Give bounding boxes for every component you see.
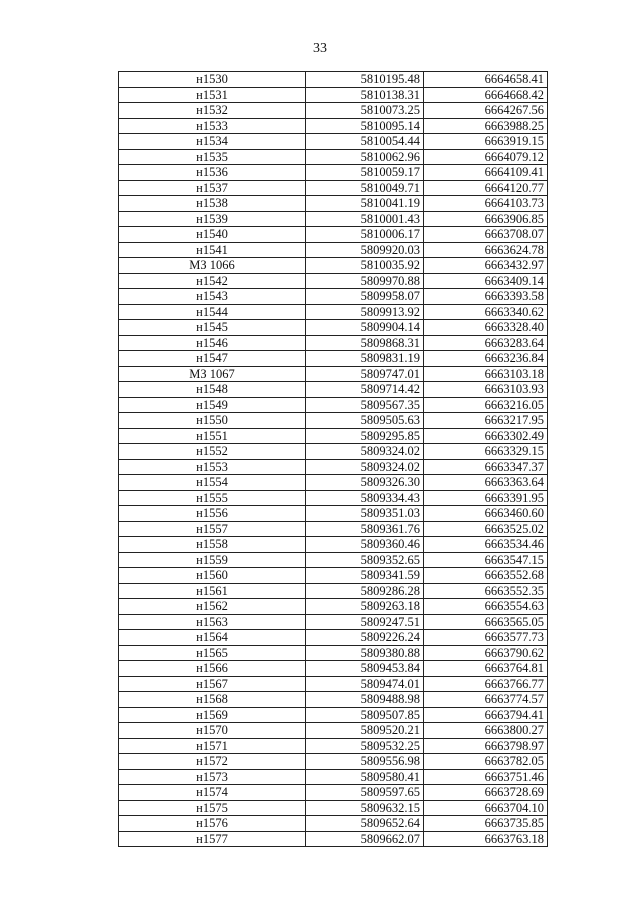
y-coordinate-cell: 6664103.73: [424, 196, 548, 212]
point-name-cell: н1530: [119, 72, 306, 88]
x-coordinate-cell: 5809913.92: [306, 304, 424, 320]
table-row: [119, 351, 548, 367]
y-coordinate-cell: 6663216.05: [424, 397, 548, 413]
table-row: [119, 366, 548, 382]
table-row: [119, 552, 548, 568]
point-name-cell: МЗ 1066: [119, 258, 306, 274]
x-coordinate-cell: 5809920.03: [306, 242, 424, 258]
point-name-cell: н1554: [119, 475, 306, 491]
point-name-cell: н1552: [119, 444, 306, 460]
page-number: 33: [313, 41, 327, 56]
y-coordinate-cell: 6663409.14: [424, 273, 548, 289]
point-name-cell: н1545: [119, 320, 306, 336]
x-coordinate-cell: 5809488.98: [306, 692, 424, 708]
table-row: [119, 289, 548, 305]
x-coordinate-cell: 5809341.59: [306, 568, 424, 584]
point-name-cell: н1531: [119, 87, 306, 103]
x-coordinate-cell: 5809360.46: [306, 537, 424, 553]
x-coordinate-cell: 5809352.65: [306, 552, 424, 568]
point-name-cell: н1575: [119, 800, 306, 816]
point-name-cell: н1532: [119, 103, 306, 119]
table-row: [119, 583, 548, 599]
x-coordinate-cell: 5809652.64: [306, 816, 424, 832]
point-name-cell: н1538: [119, 196, 306, 212]
table-row: [119, 258, 548, 274]
table-row: [119, 211, 548, 227]
x-coordinate-cell: 5809831.19: [306, 351, 424, 367]
x-coordinate-cell: 5809351.03: [306, 506, 424, 522]
point-name-cell: н1548: [119, 382, 306, 398]
x-coordinate-cell: 5809326.30: [306, 475, 424, 491]
point-name-cell: н1551: [119, 428, 306, 444]
point-name-cell: н1533: [119, 118, 306, 134]
table-row: [119, 428, 548, 444]
table-row: [119, 754, 548, 770]
y-coordinate-cell: 6663764.81: [424, 661, 548, 677]
point-name-cell: н1537: [119, 180, 306, 196]
y-coordinate-cell: 6663798.97: [424, 738, 548, 754]
y-coordinate-cell: 6663460.60: [424, 506, 548, 522]
point-name-cell: н1577: [119, 831, 306, 847]
table-row: [119, 320, 548, 336]
point-name-cell: н1559: [119, 552, 306, 568]
table-row: [119, 72, 548, 88]
x-coordinate-cell: 5809958.07: [306, 289, 424, 305]
table-row: [119, 676, 548, 692]
x-coordinate-cell: 5810062.96: [306, 149, 424, 165]
table-row: [119, 506, 548, 522]
y-coordinate-cell: 6663328.40: [424, 320, 548, 336]
y-coordinate-cell: 6663766.77: [424, 676, 548, 692]
x-coordinate-cell: 5809226.24: [306, 630, 424, 646]
x-coordinate-cell: 5809714.42: [306, 382, 424, 398]
point-name-cell: н1562: [119, 599, 306, 615]
y-coordinate-cell: 6663774.57: [424, 692, 548, 708]
y-coordinate-cell: 6663217.95: [424, 413, 548, 429]
point-name-cell: н1572: [119, 754, 306, 770]
y-coordinate-cell: 6663906.85: [424, 211, 548, 227]
point-name-cell: н1534: [119, 134, 306, 150]
y-coordinate-cell: 6663624.78: [424, 242, 548, 258]
table-row: [119, 769, 548, 785]
point-name-cell: н1550: [119, 413, 306, 429]
y-coordinate-cell: 6663794.41: [424, 707, 548, 723]
point-name-cell: н1573: [119, 769, 306, 785]
table-row: [119, 475, 548, 491]
x-coordinate-cell: 5809868.31: [306, 335, 424, 351]
table-row: [119, 707, 548, 723]
point-name-cell: н1553: [119, 459, 306, 475]
x-coordinate-cell: 5810073.25: [306, 103, 424, 119]
point-name-cell: н1556: [119, 506, 306, 522]
table-row: [119, 149, 548, 165]
point-name-cell: н1547: [119, 351, 306, 367]
table-row: [119, 661, 548, 677]
x-coordinate-cell: 5809474.01: [306, 676, 424, 692]
point-name-cell: н1546: [119, 335, 306, 351]
x-coordinate-cell: 5810041.19: [306, 196, 424, 212]
x-coordinate-cell: 5809453.84: [306, 661, 424, 677]
x-coordinate-cell: 5809361.76: [306, 521, 424, 537]
table-row: [119, 242, 548, 258]
y-coordinate-cell: 6664658.41: [424, 72, 548, 88]
x-coordinate-cell: 5809295.85: [306, 428, 424, 444]
x-coordinate-cell: 5810095.14: [306, 118, 424, 134]
table-row: [119, 537, 548, 553]
x-coordinate-cell: 5809904.14: [306, 320, 424, 336]
y-coordinate-cell: 6663552.35: [424, 583, 548, 599]
point-name-cell: МЗ 1067: [119, 366, 306, 382]
x-coordinate-cell: 5809662.07: [306, 831, 424, 847]
coordinates-table: [118, 71, 548, 847]
y-coordinate-cell: 6663103.93: [424, 382, 548, 398]
point-name-cell: н1567: [119, 676, 306, 692]
y-coordinate-cell: 6663800.27: [424, 723, 548, 739]
x-coordinate-cell: 5809580.41: [306, 769, 424, 785]
point-name-cell: н1576: [119, 816, 306, 832]
point-name-cell: н1558: [119, 537, 306, 553]
y-coordinate-cell: 6663735.85: [424, 816, 548, 832]
x-coordinate-cell: 5809567.35: [306, 397, 424, 413]
table-row: [119, 444, 548, 460]
point-name-cell: н1549: [119, 397, 306, 413]
point-name-cell: н1539: [119, 211, 306, 227]
y-coordinate-cell: 6663432.97: [424, 258, 548, 274]
table-row: [119, 103, 548, 119]
x-coordinate-cell: 5809286.28: [306, 583, 424, 599]
table-row: [119, 738, 548, 754]
table-row: [119, 180, 548, 196]
y-coordinate-cell: 6663283.64: [424, 335, 548, 351]
point-name-cell: н1560: [119, 568, 306, 584]
table-row: [119, 568, 548, 584]
y-coordinate-cell: 6663340.62: [424, 304, 548, 320]
point-name-cell: н1564: [119, 630, 306, 646]
point-name-cell: н1565: [119, 645, 306, 661]
y-coordinate-cell: 6663751.46: [424, 769, 548, 785]
y-coordinate-cell: 6663782.05: [424, 754, 548, 770]
table-row: [119, 521, 548, 537]
point-name-cell: н1544: [119, 304, 306, 320]
y-coordinate-cell: 6663103.18: [424, 366, 548, 382]
point-name-cell: н1569: [119, 707, 306, 723]
point-name-cell: н1542: [119, 273, 306, 289]
point-name-cell: н1555: [119, 490, 306, 506]
coordinates-table-body: [119, 72, 548, 847]
x-coordinate-cell: 5809263.18: [306, 599, 424, 615]
table-row: [119, 692, 548, 708]
table-row: [119, 134, 548, 150]
point-name-cell: н1561: [119, 583, 306, 599]
x-coordinate-cell: 5809747.01: [306, 366, 424, 382]
y-coordinate-cell: 6663391.95: [424, 490, 548, 506]
table-row: [119, 614, 548, 630]
point-name-cell: н1535: [119, 149, 306, 165]
x-coordinate-cell: 5810138.31: [306, 87, 424, 103]
table-row: [119, 723, 548, 739]
x-coordinate-cell: 5809324.02: [306, 459, 424, 475]
y-coordinate-cell: 6663790.62: [424, 645, 548, 661]
y-coordinate-cell: 6663763.18: [424, 831, 548, 847]
x-coordinate-cell: 5809632.15: [306, 800, 424, 816]
x-coordinate-cell: 5810006.17: [306, 227, 424, 243]
y-coordinate-cell: 6663919.15: [424, 134, 548, 150]
y-coordinate-cell: 6663708.07: [424, 227, 548, 243]
x-coordinate-cell: 5810195.48: [306, 72, 424, 88]
y-coordinate-cell: 6663534.46: [424, 537, 548, 553]
point-name-cell: н1563: [119, 614, 306, 630]
y-coordinate-cell: 6663329.15: [424, 444, 548, 460]
point-name-cell: н1540: [119, 227, 306, 243]
x-coordinate-cell: 5809334.43: [306, 490, 424, 506]
point-name-cell: н1566: [119, 661, 306, 677]
table-row: [119, 630, 548, 646]
table-row: [119, 165, 548, 181]
y-coordinate-cell: 6663554.63: [424, 599, 548, 615]
table-row: [119, 459, 548, 475]
x-coordinate-cell: 5809556.98: [306, 754, 424, 770]
y-coordinate-cell: 6663525.02: [424, 521, 548, 537]
x-coordinate-cell: 5810059.17: [306, 165, 424, 181]
y-coordinate-cell: 6663565.05: [424, 614, 548, 630]
table-row: [119, 413, 548, 429]
table-row: [119, 304, 548, 320]
x-coordinate-cell: 5810035.92: [306, 258, 424, 274]
y-coordinate-cell: 6664120.77: [424, 180, 548, 196]
table-row: [119, 816, 548, 832]
y-coordinate-cell: 6664079.12: [424, 149, 548, 165]
x-coordinate-cell: 5809520.21: [306, 723, 424, 739]
table-row: [119, 645, 548, 661]
y-coordinate-cell: 6664668.42: [424, 87, 548, 103]
y-coordinate-cell: 6663363.64: [424, 475, 548, 491]
table-row: [119, 118, 548, 134]
y-coordinate-cell: 6663704.10: [424, 800, 548, 816]
table-row: [119, 196, 548, 212]
table-row: [119, 87, 548, 103]
y-coordinate-cell: 6663347.37: [424, 459, 548, 475]
y-coordinate-cell: 6663302.49: [424, 428, 548, 444]
table-row: [119, 831, 548, 847]
table-row: [119, 335, 548, 351]
y-coordinate-cell: 6663577.73: [424, 630, 548, 646]
table-row: [119, 382, 548, 398]
y-coordinate-cell: 6663393.58: [424, 289, 548, 305]
table-row: [119, 273, 548, 289]
point-name-cell: н1574: [119, 785, 306, 801]
x-coordinate-cell: 5809507.85: [306, 707, 424, 723]
point-name-cell: н1568: [119, 692, 306, 708]
y-coordinate-cell: 6663236.84: [424, 351, 548, 367]
table-row: [119, 490, 548, 506]
point-name-cell: н1536: [119, 165, 306, 181]
y-coordinate-cell: 6663552.68: [424, 568, 548, 584]
y-coordinate-cell: 6663728.69: [424, 785, 548, 801]
x-coordinate-cell: 5810049.71: [306, 180, 424, 196]
table-row: [119, 227, 548, 243]
x-coordinate-cell: 5810054.44: [306, 134, 424, 150]
table-row: [119, 599, 548, 615]
table-row: [119, 397, 548, 413]
x-coordinate-cell: 5809247.51: [306, 614, 424, 630]
x-coordinate-cell: 5809597.65: [306, 785, 424, 801]
x-coordinate-cell: 5809532.25: [306, 738, 424, 754]
x-coordinate-cell: 5809505.63: [306, 413, 424, 429]
y-coordinate-cell: 6664267.56: [424, 103, 548, 119]
table-row: [119, 785, 548, 801]
point-name-cell: н1571: [119, 738, 306, 754]
point-name-cell: н1541: [119, 242, 306, 258]
y-coordinate-cell: 6663547.15: [424, 552, 548, 568]
x-coordinate-cell: 5809970.88: [306, 273, 424, 289]
point-name-cell: н1557: [119, 521, 306, 537]
x-coordinate-cell: 5809380.88: [306, 645, 424, 661]
x-coordinate-cell: 5810001.43: [306, 211, 424, 227]
y-coordinate-cell: 6664109.41: [424, 165, 548, 181]
table-row: [119, 800, 548, 816]
x-coordinate-cell: 5809324.02: [306, 444, 424, 460]
point-name-cell: н1570: [119, 723, 306, 739]
point-name-cell: н1543: [119, 289, 306, 305]
y-coordinate-cell: 6663988.25: [424, 118, 548, 134]
